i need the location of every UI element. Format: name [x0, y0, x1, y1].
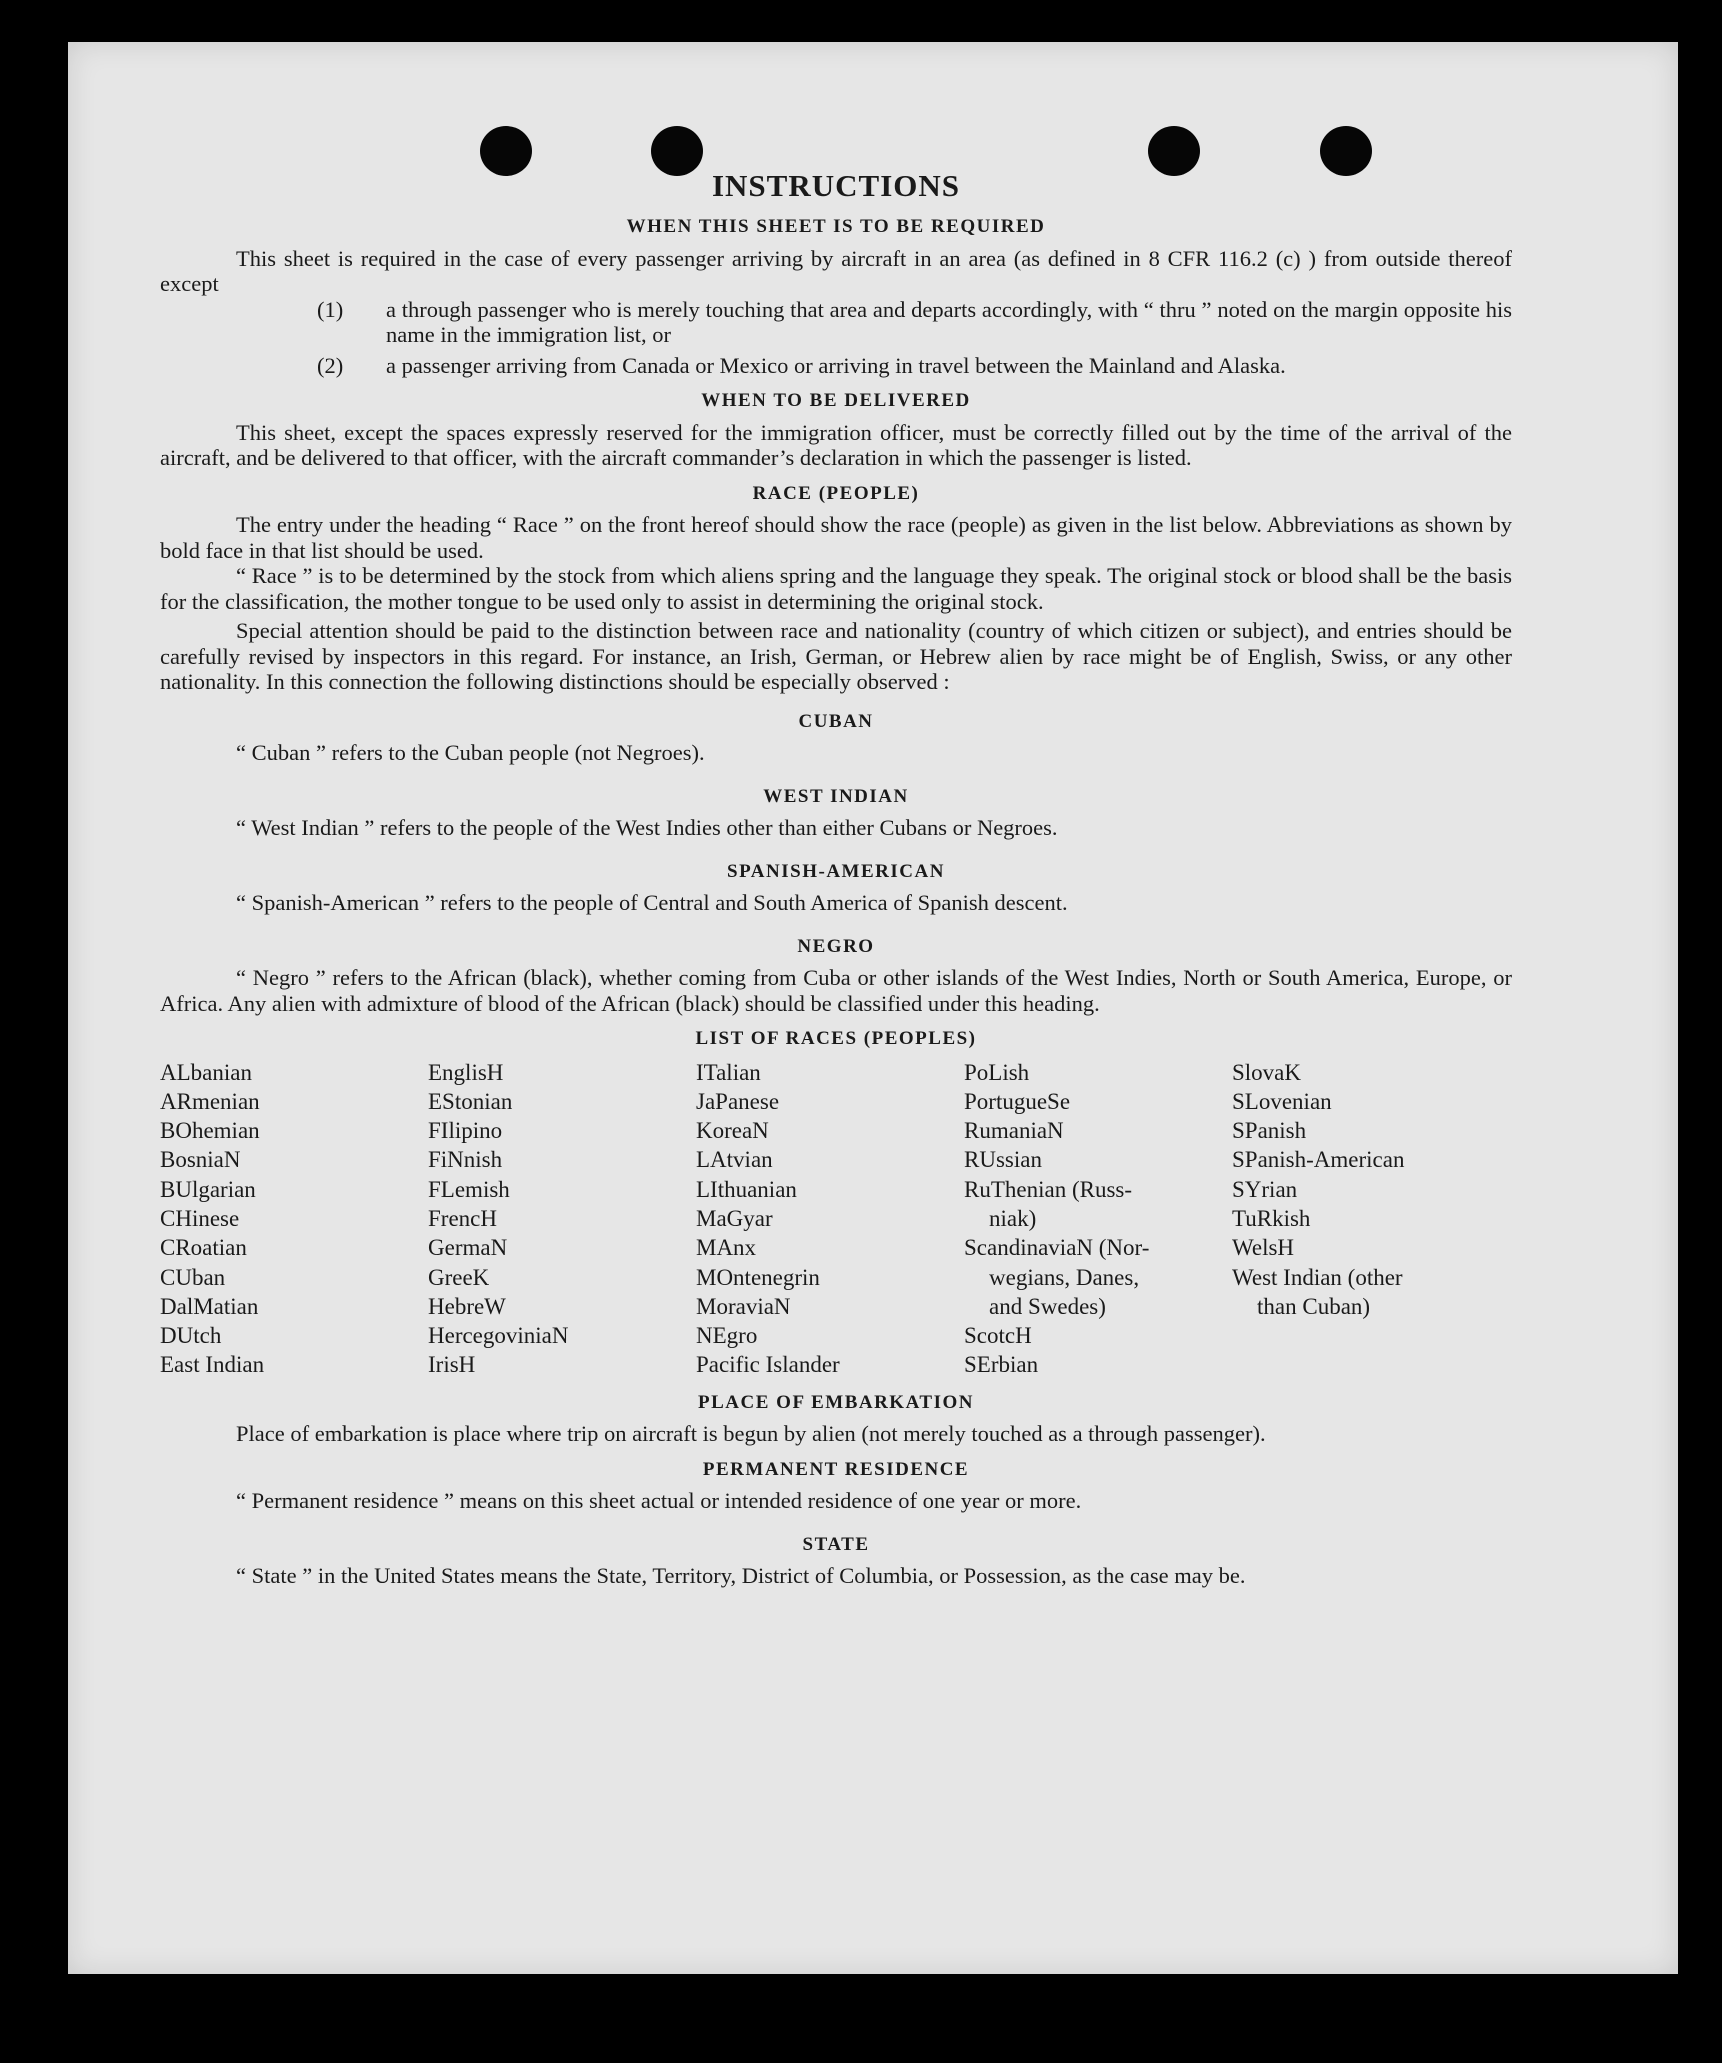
race-entry: BOhemian: [160, 1118, 260, 1144]
race-entry: RumaniaN: [964, 1118, 1064, 1144]
heading-state: STATE: [802, 1533, 870, 1555]
race-entry: ITalian: [696, 1059, 761, 1085]
heading-permanent-residence: PERMANENT RESIDENCE: [702, 1458, 970, 1480]
paragraph-race-2: “ Race ” is to be determined by the stock from which aliens spring and the language they speak. The original stock or blood shall be the basis for the classification, the mother tongue to be used only to assist in determining the original stock.: [160, 563, 1512, 614]
heading-west-indian: WEST INDIAN: [763, 785, 909, 807]
race-entry: FLemish: [428, 1176, 510, 1202]
paragraph-negro: “ Negro ” refers to the African (black), whether coming from Cuba or other islands of the West Indies, North or South America, Europe, or Africa. Any alien with admixture of blood of the African (black) should be classified under this heading.: [160, 965, 1512, 1016]
race-entry: CRoatian: [160, 1235, 247, 1261]
race-entry: SlovaK: [1232, 1059, 1301, 1085]
races-column: [1232, 1058, 1512, 1380]
race-entry: SYrian: [1232, 1176, 1298, 1202]
race-entry: BosniaN: [160, 1147, 241, 1173]
exception-number: (1): [317, 296, 344, 322]
races-list: [160, 1058, 1512, 1380]
race-entry: ScotcH: [964, 1323, 1032, 1349]
race-entry: DUtch: [160, 1323, 222, 1349]
paragraph-race-1: The entry under the heading “ Race ” on the front hereof should show the race (people) as given in the list below. Abbreviations as shown by bold face in that list should be used.: [160, 512, 1512, 563]
race-entry: MoraviaN: [696, 1293, 791, 1319]
race-entry: West Indian (other: [1232, 1264, 1403, 1290]
race-entry: PoLish: [964, 1059, 1030, 1085]
race-entry: SPanish-American: [1232, 1147, 1405, 1173]
race-entry: RUssian: [964, 1147, 1042, 1173]
races-column: [964, 1058, 1232, 1380]
race-entry: RuThenian (Russ-: [964, 1176, 1133, 1202]
heading-cuban: CUBAN: [798, 710, 874, 732]
paragraph-when-required: This sheet is required in the case of every passenger arriving by aircraft in an area (as defined in 8 CFR 116.2 (c) ) from outside thereof except: [160, 245, 1512, 296]
race-entry: IrisH: [428, 1352, 476, 1378]
paragraph-when-delivered: This sheet, except the spaces expressly reserved for the immigration officer, must be correctly filled out by the time of the arrival of the aircraft, and be delivered to that officer, with the aircraft commander’s declaration in which the passenger is listed.: [160, 419, 1512, 470]
race-entry: CHinese: [160, 1205, 240, 1231]
heading-spanish-american: SPANISH-AMERICAN: [727, 860, 945, 882]
race-entry: Pacific Islander: [696, 1352, 840, 1378]
race-entry: SErbian: [964, 1352, 1039, 1378]
race-entry: LAtvian: [696, 1147, 773, 1173]
race-entry: MaGyar: [696, 1205, 773, 1231]
race-entry: DalMatian: [160, 1293, 259, 1319]
exception-text: a passenger arriving from Canada or Mexico or arriving in travel between the Mainland and Alaska.: [386, 352, 1286, 378]
race-entry: ScandinaviaN (Nor-: [964, 1235, 1150, 1261]
page-title: INSTRUCTIONS: [711, 168, 960, 203]
race-entry: MAnx: [696, 1235, 757, 1261]
paragraph-race-3: Special attention should be paid to the distinction between race and nationality (country of which citizen or subject), and entries should be carefully revised by inspectors in this regard. For instance, an Irish, German, or Hebrew alien by race might be of English, Swiss, or any other nationality. In this connection the following distinctions should be especially observed :: [160, 618, 1512, 694]
race-entry: HercegoviniaN: [428, 1323, 569, 1349]
instructions-body: [160, 168, 1512, 1589]
paragraph-state: “ State ” in the United States means the State, Territory, District of Columbia, or Possession, as the case may be.: [236, 1563, 1246, 1589]
race-entry: FiNnish: [428, 1147, 503, 1173]
race-entry-continued: wegians, Danes,: [989, 1264, 1140, 1290]
exception-item: [160, 353, 1512, 379]
heading-negro: NEGRO: [797, 935, 875, 957]
race-entry: FrencH: [428, 1205, 497, 1231]
race-entry: PortugueSe: [964, 1088, 1071, 1114]
race-entry: ALbanian: [160, 1059, 252, 1085]
heading-place-of-embarkation: PLACE OF EMBARKATION: [698, 1391, 974, 1413]
race-entry: BUlgarian: [160, 1176, 256, 1202]
heading-list-of-races: LIST OF RACES (PEOPLES): [695, 1028, 977, 1049]
paragraph-embarkation: Place of embarkation is place where trip on aircraft is begun by alien (not merely touched as a through passenger).: [236, 1421, 1266, 1447]
race-entry-continued: niak): [989, 1205, 1037, 1231]
paragraph-west-indian: “ West Indian ” refers to the people of the West Indies other than either Cubans or Negroes.: [236, 815, 1058, 840]
race-entry: NEgro: [696, 1323, 758, 1349]
race-entry: WelsH: [1232, 1235, 1295, 1261]
heading-when-delivered: WHEN TO BE DELIVERED: [701, 390, 971, 411]
race-entry-continued: than Cuban): [1257, 1293, 1371, 1319]
race-entry: East Indian: [160, 1352, 265, 1378]
race-entry: CUban: [160, 1264, 226, 1290]
race-entry: FIlipino: [428, 1118, 503, 1144]
race-entry: SPanish: [1232, 1118, 1307, 1144]
heading-race: RACE (PEOPLE): [752, 482, 920, 504]
races-column: [428, 1058, 696, 1380]
race-entry: KoreaN: [696, 1118, 769, 1144]
race-entry: JaPanese: [696, 1088, 780, 1114]
race-entry: EnglisH: [428, 1059, 504, 1085]
race-entry: HebreW: [428, 1293, 506, 1319]
race-entry: EStonian: [428, 1088, 513, 1114]
paragraph-cuban: “ Cuban ” refers to the Cuban people (not Negroes).: [236, 740, 705, 765]
race-entry: MOntenegrin: [696, 1264, 820, 1290]
race-entry: LIthuanian: [696, 1176, 797, 1202]
exception-number: (2): [317, 352, 344, 378]
race-entry: TuRkish: [1232, 1205, 1311, 1231]
race-entry: ARmenian: [160, 1088, 260, 1114]
race-entry-continued: and Swedes): [989, 1293, 1106, 1319]
races-column: [160, 1058, 428, 1380]
paragraph-spanish-american: “ Spanish-American ” refers to the people of Central and South America of Spanish descent.: [236, 890, 1068, 915]
races-column: [696, 1058, 964, 1380]
race-entry: SLovenian: [1232, 1088, 1332, 1114]
heading-when-required: WHEN THIS SHEET IS TO BE REQUIRED: [626, 216, 1046, 237]
exception-text: a through passenger who is merely touching that area and departs accordingly, with “ thru ” noted on the margin opposite his name in the immigration list, or: [386, 296, 1512, 347]
exception-item: [160, 297, 1512, 348]
paragraph-residence: “ Permanent residence ” means on this sheet actual or intended residence of one year or more.: [236, 1488, 1082, 1514]
race-entry: GermaN: [428, 1235, 508, 1261]
race-entry: GreeK: [428, 1264, 490, 1290]
